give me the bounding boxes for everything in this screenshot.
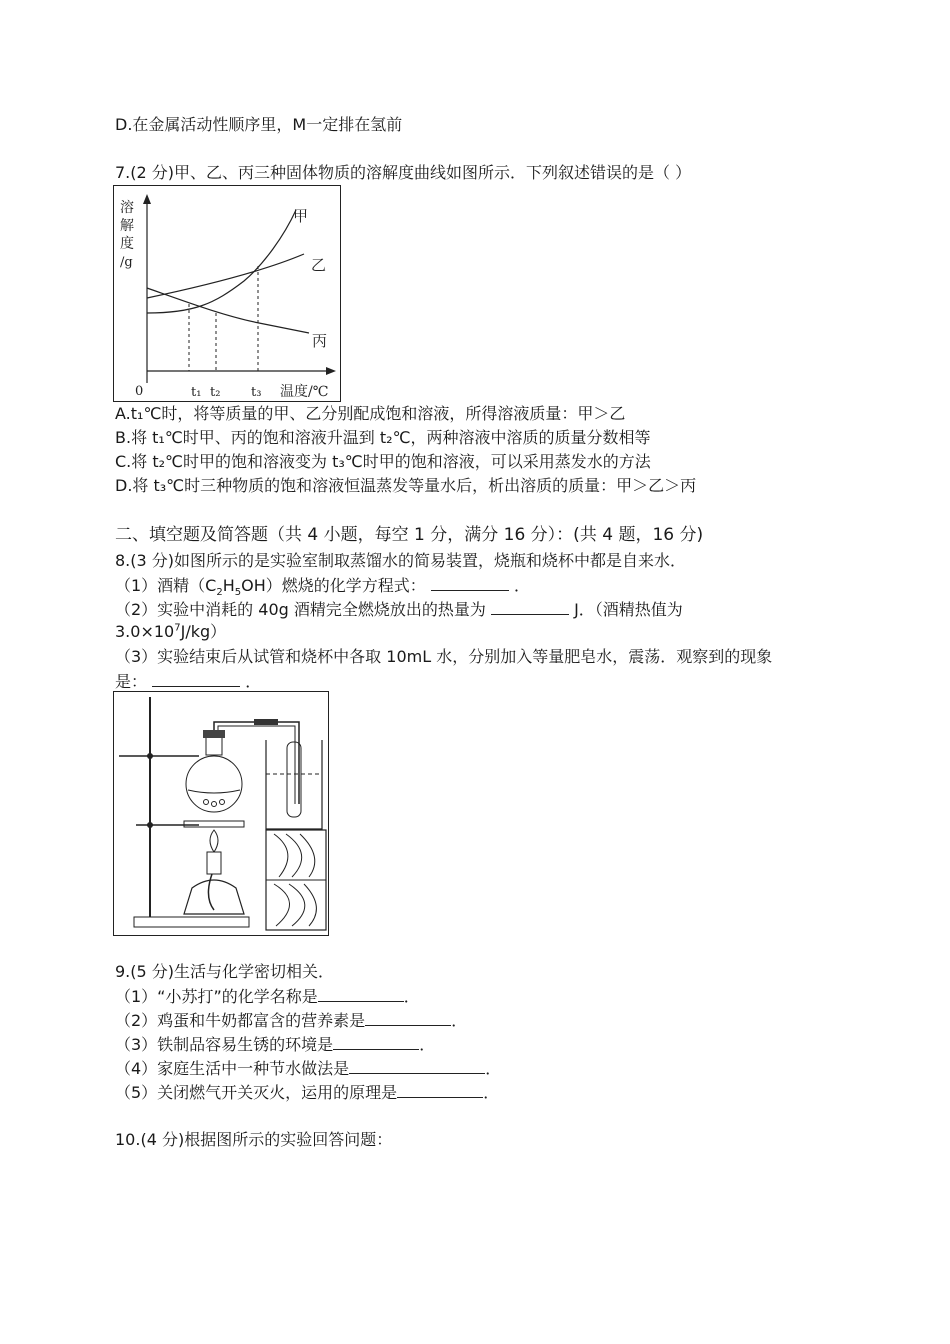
q8-part-2-value	[115, 621, 226, 643]
distillation-apparatus-svg	[114, 692, 328, 935]
q8-part-2-exp: 7	[174, 622, 181, 634]
q9-part-4-end: ．	[485, 1059, 502, 1078]
q7-option-c: C.将 t₂℃时甲的饱和溶液变为 t₃℃时甲的饱和溶液，可以采用蒸发水的方法	[115, 452, 651, 471]
label-jia: 甲	[293, 207, 309, 225]
wood-grain-bottom	[274, 884, 316, 926]
origin-label: 0	[135, 384, 144, 399]
x-label: 温度/℃	[280, 384, 329, 400]
q9-part-5-end: ．	[483, 1083, 500, 1102]
label-bing: 丙	[312, 332, 328, 350]
flask-water	[188, 790, 240, 793]
q8-part-1-end: ．	[513, 576, 530, 595]
curve-yi	[147, 254, 304, 298]
q9-part-1-text: （1）“小苏打”的化学名称是	[115, 987, 318, 1006]
q9-part-4-text: （4）家庭生活中一种节水做法是	[115, 1059, 350, 1078]
distillation-apparatus-figure	[113, 691, 329, 936]
q9-blank-3[interactable]	[333, 1033, 419, 1050]
solubility-chart-svg	[114, 186, 340, 401]
y-label-2: 解	[120, 218, 134, 234]
beaker	[266, 740, 322, 829]
stand-base	[134, 917, 249, 927]
y-label-4: /g	[120, 255, 133, 270]
q9-part-1-end: ．	[403, 987, 420, 1006]
q9-stem: 9.(5 分)生活与化学密切相关．	[115, 962, 335, 981]
q7-option-d: D.将 t₃℃时三种物质的饱和溶液恒温蒸发等量水后，析出溶质的质量：甲＞乙＞丙	[115, 476, 697, 495]
q8-part-1-text-c: OH）燃烧的化学方程式：	[241, 576, 426, 595]
q6-option-d: D.在金属活动性顺序里，M一定排在氢前	[115, 115, 403, 134]
gauze	[184, 821, 244, 827]
q9-blank-1[interactable]	[318, 985, 404, 1002]
boiling-chip-1	[204, 800, 209, 805]
q8-part-2-unit: J．（酒精热值为	[574, 600, 683, 619]
boiling-chip-3	[220, 800, 225, 805]
q9-part-3-text: （3）铁制品容易生锈的环境是	[115, 1035, 334, 1054]
label-yi: 乙	[311, 256, 327, 274]
rubber-joint	[254, 719, 278, 725]
q8-stem: 8.(3 分)如图所示的是实验室制取蒸馏水的简易装置，烧瓶和烧杯中都是自来水．	[115, 551, 687, 570]
flask-body	[186, 756, 242, 812]
q8-part-2-value-a: 3.0×10	[115, 622, 175, 641]
wood-grain-top	[274, 834, 315, 877]
q8-blank-2[interactable]	[491, 598, 569, 615]
q9-part-2	[115, 1009, 467, 1032]
tick-t1: t₁	[191, 385, 202, 400]
q8-part-3: （3）实验结束后从试管和烧杯中各取 10mL 水，分别加入等量肥皂水，震荡．观察到的现象	[115, 647, 773, 666]
q9-part-3	[115, 1033, 435, 1056]
q9-part-2-text: （2）鸡蛋和牛奶都富含的营养素是	[115, 1011, 366, 1030]
q7-stem: 7.(2 分)甲、乙、丙三种固体物质的溶解度曲线如图所示．下列叙述错误的是（ ）	[115, 163, 692, 182]
q8-part-2-value-b: J/kg）	[180, 622, 227, 641]
q8-blank-3[interactable]	[152, 670, 240, 687]
q8-sub-5: 5	[234, 587, 242, 599]
q9-blank-5[interactable]	[397, 1081, 483, 1098]
q8-blank-1[interactable]	[431, 574, 509, 591]
q9-blank-2[interactable]	[365, 1009, 451, 1026]
clamp-knob	[147, 753, 153, 759]
lamp-flame	[210, 830, 218, 852]
q8-part-1-text-a: （1）酒精（C	[115, 576, 217, 595]
q8-part-3-end: ．	[245, 672, 262, 691]
delivery-tube	[214, 722, 299, 804]
lamp-neck	[207, 852, 221, 874]
q8-part-3-lead: 是：	[115, 672, 148, 691]
flask-stopper	[203, 730, 225, 738]
q7-option-a: A.t₁℃时，将等质量的甲、乙分别配成饱和溶液，所得溶液质量：甲＞乙	[115, 404, 626, 423]
q9-part-1	[115, 985, 420, 1008]
curve-jia	[147, 210, 296, 313]
tick-t3: t₃	[251, 385, 262, 400]
q9-part-5	[115, 1081, 499, 1104]
y-axis-arrow	[143, 194, 151, 204]
q8-part-2-text: （2）实验中消耗的 40g 酒精完全燃烧放出的热量为	[115, 600, 486, 619]
solubility-chart	[113, 185, 341, 402]
x-axis-arrow	[326, 367, 336, 375]
tick-t2: t₂	[210, 385, 221, 400]
y-label-3: 度	[120, 236, 134, 252]
q8-part-1-text-b: H	[222, 576, 235, 595]
q8-part-1	[115, 574, 530, 597]
q10-stem: 10.(4 分)根据图所示的实验回答问题：	[115, 1130, 393, 1149]
q8-sub-2: 2	[216, 587, 223, 599]
section-2-heading: 二、填空题及简答题（共 4 小题，每空 1 分，满分 16 分）：(共 4 题，16 分)	[115, 525, 704, 545]
q8-part-3-cont	[115, 670, 261, 693]
q9-part-5-text: （5）关闭燃气开关灭火，运用的原理是	[115, 1083, 398, 1102]
q8-part-2	[115, 598, 683, 621]
ring-knob	[147, 822, 153, 828]
flask-neck	[206, 737, 222, 755]
boiling-chip-2	[212, 802, 217, 807]
y-label-1: 溶	[120, 200, 134, 216]
curve-bing	[147, 288, 309, 333]
q9-part-3-end: ．	[419, 1035, 436, 1054]
q9-part-2-end: ．	[451, 1011, 468, 1030]
q9-blank-4[interactable]	[349, 1057, 485, 1074]
q9-part-4	[115, 1057, 501, 1080]
q7-option-b: B.将 t₁℃时甲、丙的饱和溶液升温到 t₂℃，两种溶液中溶质的质量分数相等	[115, 428, 651, 447]
